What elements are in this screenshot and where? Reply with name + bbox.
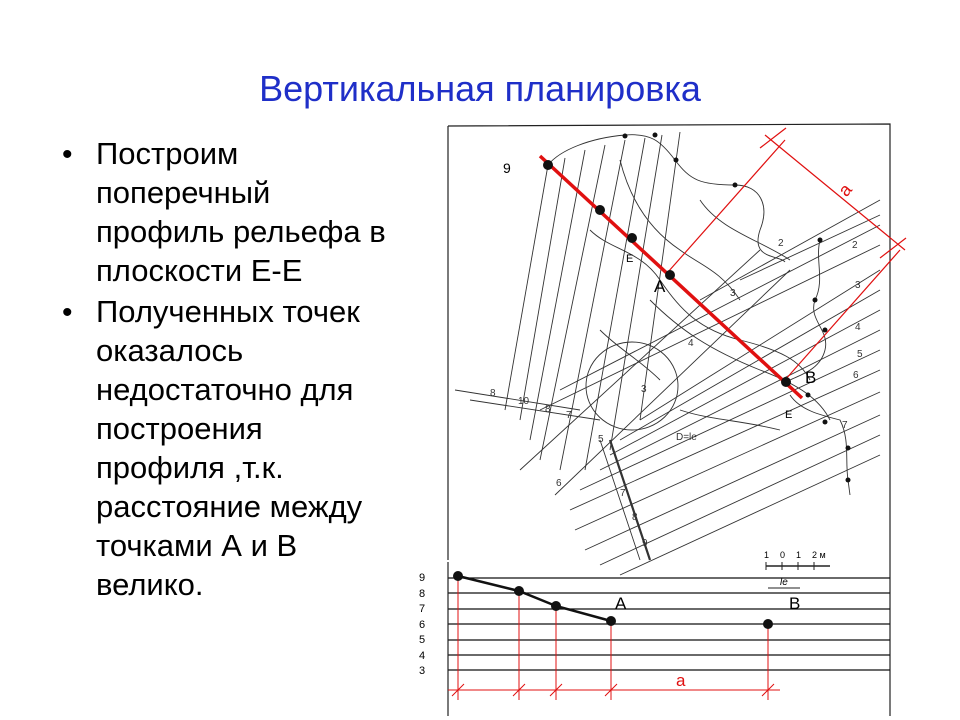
- scale-tick: 1: [796, 550, 802, 560]
- profile-points: [453, 571, 773, 629]
- level-label: 7: [419, 603, 426, 615]
- label-b-plan: В: [805, 368, 817, 387]
- projection-lines: [448, 576, 780, 700]
- level-label: 4: [419, 650, 426, 662]
- contour-line: [600, 330, 880, 470]
- slide-title: Вертикальная планировка: [259, 68, 701, 109]
- scale-bar: [764, 550, 830, 588]
- level-label: 5: [419, 634, 426, 646]
- hw-label: 8: [490, 388, 496, 399]
- label-a-bottom: а: [676, 671, 686, 690]
- label-a-top: а: [834, 179, 856, 201]
- bullet-text: Построим поперечный профиль рельефа в плоскости Е-Е: [96, 136, 386, 288]
- hw-label: 4: [855, 322, 861, 333]
- label-e1: Е: [626, 253, 634, 265]
- hw-label: 7: [842, 420, 848, 431]
- hw-label: 3: [641, 384, 647, 395]
- hw-label: 7: [620, 488, 626, 499]
- hw-label: 3: [855, 280, 861, 291]
- hw-label: 5: [857, 349, 863, 360]
- hw-label: 8: [545, 404, 551, 415]
- scale-tick: 1: [764, 550, 770, 560]
- profile-area: [419, 550, 890, 716]
- section-line-group: [540, 128, 906, 398]
- scale-tick: 2 м: [812, 550, 826, 560]
- hw-label: 3: [730, 288, 736, 299]
- hw-label: 9: [642, 538, 648, 549]
- label-b-profile: В: [789, 594, 801, 613]
- label-a-plan: А: [654, 277, 666, 296]
- level-label: 6: [419, 619, 426, 631]
- contour-lines: [455, 132, 880, 575]
- bullet-dot-icon: •: [62, 138, 73, 171]
- hw-label: 10: [518, 396, 530, 407]
- level-label: 8: [419, 588, 426, 600]
- label-a-profile: А: [615, 594, 627, 613]
- label-9: 9: [503, 160, 511, 176]
- scale-tick: 0: [780, 550, 786, 560]
- hw-label: 6: [556, 478, 562, 489]
- level-label: 3: [419, 665, 426, 677]
- hw-label: 4: [688, 338, 694, 349]
- profile-grid-lines: [448, 562, 890, 716]
- hw-label: D=le: [676, 432, 697, 443]
- point-a: [665, 270, 675, 280]
- bullet-dot-icon: •: [62, 296, 73, 329]
- scale-label: lе: [780, 577, 788, 588]
- level-label: 9: [419, 572, 426, 584]
- profile-level-labels: [419, 572, 425, 677]
- profile-polyline: [458, 576, 611, 621]
- hw-label: 7: [566, 410, 572, 421]
- hw-label: 2: [778, 238, 784, 249]
- hw-label: 5: [598, 434, 604, 445]
- point-b: [781, 377, 791, 387]
- point-9: [543, 160, 553, 170]
- hw-label: 6: [853, 370, 859, 381]
- hw-label: 2: [852, 240, 858, 251]
- label-e2: Е: [785, 409, 793, 421]
- hw-label: 8: [632, 512, 638, 523]
- bullet-text: Полученных точек оказалось недостаточно для построения профиля ,т.к. расстояние между точками А и В велико.: [96, 294, 363, 602]
